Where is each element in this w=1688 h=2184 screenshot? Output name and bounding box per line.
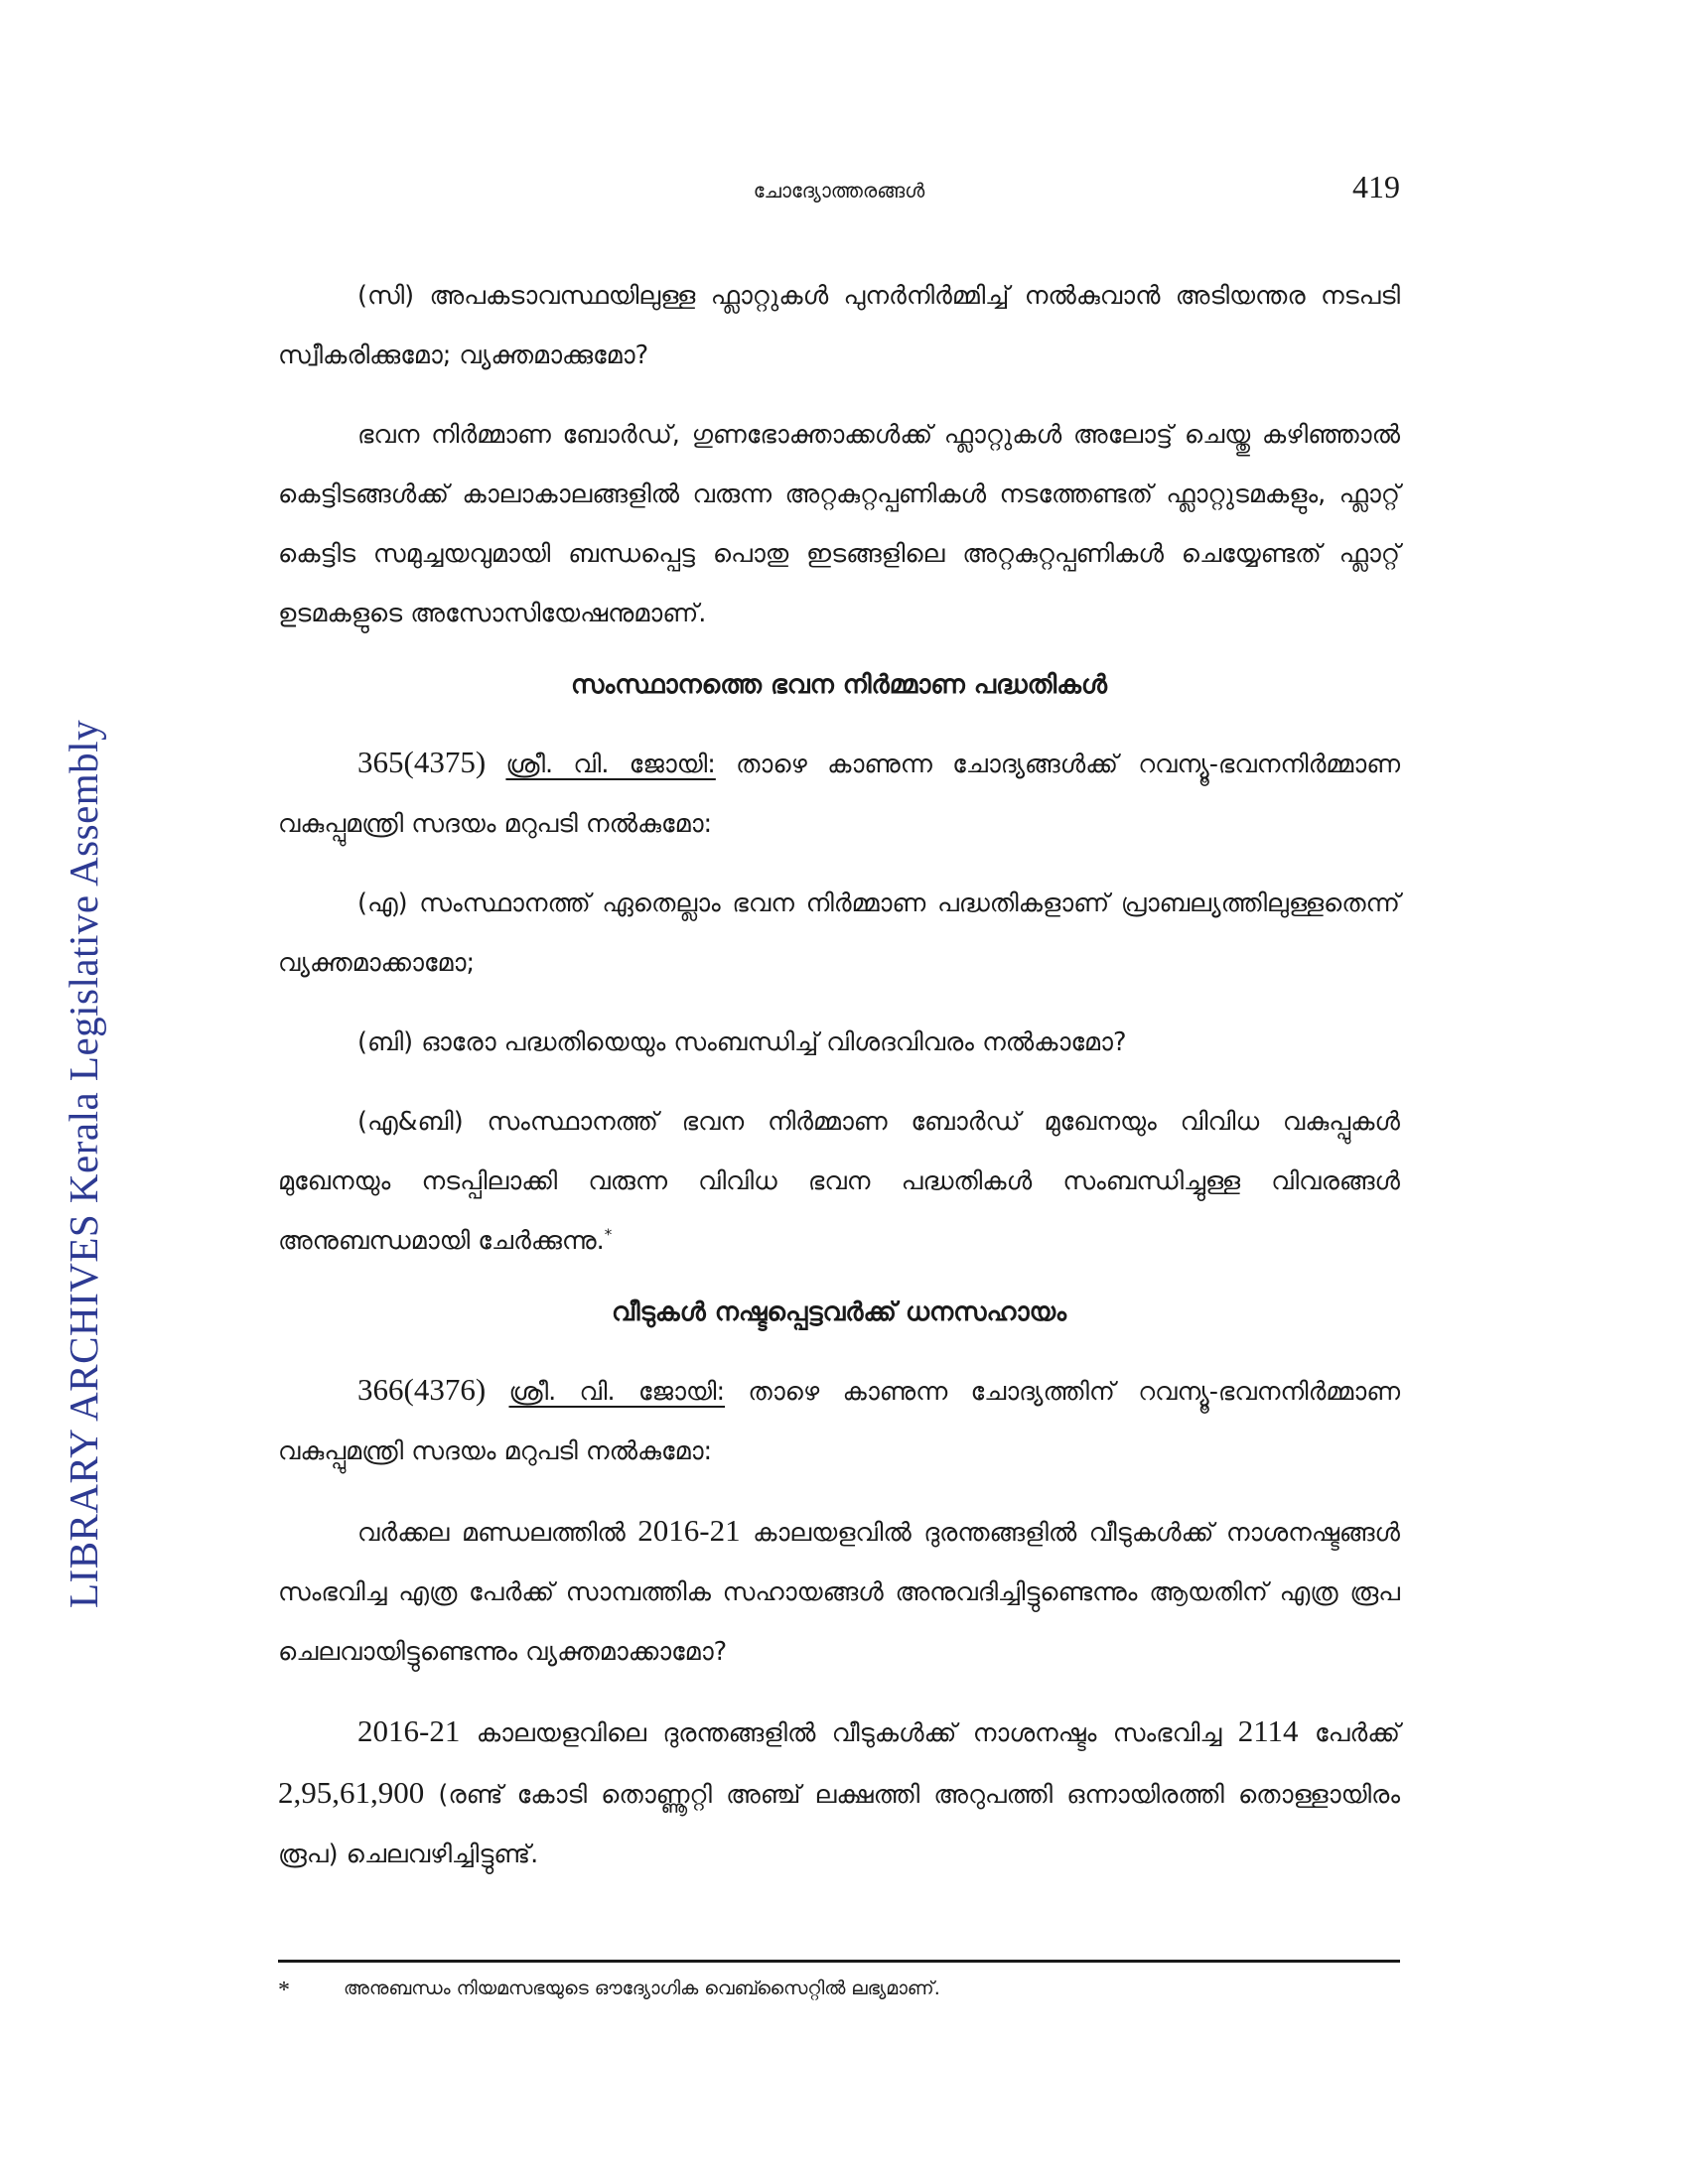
member-name: ശ്രീ. വി. ജോയി:: [505, 750, 716, 779]
footnote-divider: [278, 1960, 1400, 1963]
answer-text: (എ&ബി) സംസ്ഥാനത്ത് ഭവന നിർമ്മാണ ബോർഡ് മുഖേനയും വിവിധ വകുപ്പുകൾ മുഖേനയും നടപ്പിലാക്കി വരുന്ന വിവിധ ഭവന പദ്ധതികൾ സംബന്ധിച്ചുള്ള വിവരങ്ങൾ അനുബന്ധമായി ചേർക്കുന്നു.: [278, 1107, 1400, 1256]
question-intro: താഴെ കാണുന്ന ചോദ്യത്തിന് റവന്യൂ-ഭവനനിർമ്മാണ വകുപ്പുമന്ത്രി സദയം മറുപടി നൽകുമോ:: [278, 1377, 1401, 1466]
question-365: [278, 733, 1400, 854]
section-heading-housing-schemes: സംസ്ഥാനത്തെ ഭവന നിർമ്മാണ പദ്ധതികൾ: [570, 670, 1107, 700]
answer-text-part: പേർക്ക്: [1314, 1718, 1400, 1748]
footnote: [278, 1978, 1400, 2004]
paragraph-c-question: (സി) അപകടാവസ്ഥയിലുള്ള ഫ്ലാറ്റുകൾ പുനർനിർമ്മിച്ച് നൽകുവാൻ അടിയന്തര നടപടി സ്വീകരിക്കുമോ; വ്യക്തമാക്കുമോ?: [278, 281, 1400, 370]
paragraph-ab-answer: [278, 1092, 1400, 1271]
paragraph-varkala-answer: [278, 1702, 1400, 1884]
question-text-part: കാലയളവിൽ ദുരന്തങ്ങളിൽ വീടുകൾക്ക് നാശനഷ്ടങ്ങൾ സംഭവിച്ച എത്ര പേർക്ക് സാമ്പത്തിക സഹായങ്ങൾ അനുവദിച്ചിട്ടുണ്ടെന്നും ആയതിന് എത്ര രൂപ ചെലവായിട്ടുണ്ടെന്നും വ്യക്തമാക്കാമോ?: [278, 1518, 1401, 1667]
question-intro: താഴെ കാണുന്ന ചോദ്യങ്ങൾക്ക് റവന്യൂ-ഭവനനിർമ്മാണ വകുപ്പുമന്ത്രി സദയം മറുപടി നൽകുമോ:: [278, 750, 1401, 839]
period-years: 2016-21: [357, 1713, 461, 1748]
question-366: [278, 1360, 1400, 1481]
paragraph-varkala-question: [278, 1501, 1400, 1682]
question-number: 366(4376): [357, 1372, 487, 1407]
running-title: ചോദ്യോത്തരങ്ങൾ: [753, 179, 925, 203]
period-years: 2016-21: [637, 1513, 741, 1548]
footnote-mark: *: [278, 1978, 290, 2003]
beneficiary-count: 2114: [1237, 1713, 1299, 1748]
archive-watermark: LIBRARY ARCHIVES Kerala Legislative Assembly: [61, 719, 106, 1608]
paragraph-answer-maintenance: ഭവന നിർമ്മാണ ബോർഡ്, ഗുണഭോക്താക്കൾക്ക് ഫ്ലാറ്റുകൾ അലോട്ട് ചെയ്തു കഴിഞ്ഞാൽ കെട്ടിടങ്ങൾക്ക് കാലാകാലങ്ങളിൽ വരുന്ന അറ്റകുറ്റപ്പണികൾ നടത്തേണ്ടത് ഫ്ലാറ്റുടമകളും, ഫ്ലാറ്റ് കെട്ടിട സമുച്ചയവുമായി ബന്ധപ്പെട്ട പൊതു ഇടങ്ങളിലെ അറ്റകുറ്റപ്പണികൾ ചെയ്യേണ്ടത് ഫ്ലാറ്റ് ഉടമകളുടെ അസോസിയേഷനുമാണ്.: [278, 420, 1400, 628]
running-header: [278, 169, 1400, 208]
page-number: 419: [1352, 169, 1400, 205]
answer-text-part: (രണ്ട് കോടി തൊണ്ണൂറ്റി അഞ്ച് ലക്ഷത്തി അറുപത്തി ഒന്നായിരത്തി തൊള്ളായിരം രൂപ) ചെലവഴിച്ചിട്ടുണ്ട്.: [278, 1780, 1400, 1869]
answer-text-part: കാലയളവിലെ ദുരന്തങ്ങളിൽ വീടുകൾക്ക് നാശനഷ്ടം സംഭവിച്ച: [476, 1718, 1222, 1748]
paragraph-b-question: (ബി) ഓരോ പദ്ധതിയെയും സംബന്ധിച്ച് വിശദവിവരം നൽകാമോ?: [357, 1027, 1127, 1057]
member-name: ശ്രീ. വി. ജോയി:: [508, 1377, 726, 1407]
footnote-reference: *: [604, 1225, 613, 1244]
section-heading-financial-aid: വീടുകൾ നഷ്ടപ്പെട്ടവർക്ക് ധനസഹായം: [612, 1297, 1066, 1327]
paragraph-a-question: (എ) സംസ്ഥാനത്ത് ഏതെല്ലാം ഭവന നിർമ്മാണ പദ്ധതികളാണ് പ്രാബല്യത്തിലുള്ളതെന്ന് വ്യക്തമാക്കാമോ;: [278, 888, 1400, 978]
amount-figure: 2,95,61,900: [278, 1775, 425, 1810]
page-body: [278, 266, 1400, 1904]
footnote-text: അനുബന്ധം നിയമസഭയുടെ ഔദ്യോഗിക വെബ്സൈറ്റിൽ ലഭ്യമാണ്.: [344, 1978, 940, 1999]
question-number: 365(4375): [357, 745, 487, 779]
question-text-part: വർക്കല മണ്ഡലത്തിൽ: [357, 1518, 626, 1548]
